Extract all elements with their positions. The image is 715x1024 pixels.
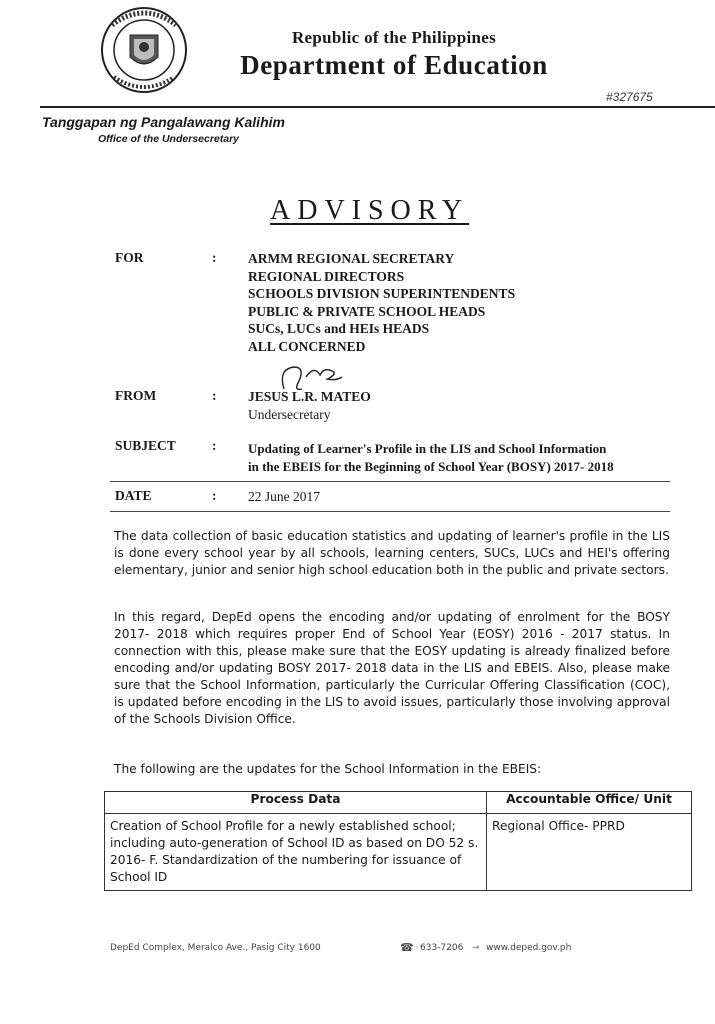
from-block xyxy=(248,388,371,423)
subject-label: SUBJECT xyxy=(115,438,176,453)
date-value: 22 June 2017 xyxy=(248,489,320,504)
subject-text xyxy=(248,440,614,475)
subject-line: Updating of Learner's Profile in the LIS and School Information xyxy=(248,441,607,456)
subject-line: in the EBEIS for the Beginning of School Year (BOSY) 2017- 2018 xyxy=(248,458,614,474)
recipient-item: ARMM REGIONAL SECRETARY xyxy=(248,251,455,266)
recipient-item: PUBLIC & PRIVATE SCHOOL HEADS xyxy=(248,303,486,319)
from-title: Undersecretary xyxy=(248,406,331,422)
recipient-item: ALL CONCERNED xyxy=(248,338,366,354)
table-row xyxy=(105,814,692,891)
date-label: DATE xyxy=(115,488,152,503)
footer-phone: 633-7206 xyxy=(420,943,464,953)
phone-icon: ☎ xyxy=(400,941,414,954)
column-header-office: Accountable Office/ Unit xyxy=(487,792,692,814)
office-cell: Regional Office- PPRD xyxy=(487,814,692,891)
from-label: FROM xyxy=(115,388,157,403)
table-header-row xyxy=(105,792,692,814)
header-divider xyxy=(40,106,715,108)
for-label: FOR xyxy=(115,250,144,265)
process-table xyxy=(104,791,692,891)
body-paragraph-3: The following are the updates for the School Information in the EBEIS: xyxy=(114,762,542,776)
footer-address: DepEd Complex, Meralco Ave., Pasig City 1600 xyxy=(110,943,321,953)
process-cell: Creation of School Profile for a newly established school; including auto-generation of School ID as based on DO 52 s. 2016- F. Standardization of the numbering for issuance of School ID xyxy=(105,814,487,891)
subject-divider xyxy=(110,481,670,482)
body-paragraph-1: The data collection of basic education statistics and updating of learner's profile in the LIS is done every school year by all schools, learning centers, SUCs, LUCs and HEI's offering elementary, junior and senior high school education both in the public and private sectors. xyxy=(114,529,670,577)
web-icon: ⇾ xyxy=(472,943,480,953)
department-heading: Department of Education xyxy=(240,50,548,80)
from-colon: : xyxy=(212,388,217,403)
date-colon: : xyxy=(212,488,217,503)
date-divider xyxy=(110,511,670,512)
recipient-item: SCHOOLS DIVISION SUPERINTENDENTS xyxy=(248,286,516,301)
recipient-item: SUCs, LUCs and HEIs HEADS xyxy=(248,321,430,336)
page-title: ADVISORY xyxy=(270,195,470,226)
deped-seal-logo xyxy=(90,5,198,95)
subject-colon: : xyxy=(212,438,217,453)
for-colon: : xyxy=(212,250,217,265)
republic-heading: Republic of the Philippines xyxy=(291,28,497,47)
recipient-list xyxy=(248,250,515,355)
office-filipino: Tanggapan ng Pangalawang Kalihim xyxy=(42,114,285,130)
column-header-process: Process Data xyxy=(105,792,487,814)
recipient-item: REGIONAL DIRECTORS xyxy=(248,268,405,284)
letterhead xyxy=(234,28,554,81)
body-paragraph-2: In this regard, DepEd opens the encoding and/or updating of enrolment for the BOSY 2017- 2018 which requires proper End of School Year (EOSY) 2016 - 2017 status. In connection with this, please make sure that the EOSY updating is already finalized before encoding and/or updating BOSY 2017- 2018 data in the LIS and EBEIS. Also, please make sure that the School Information, particularly the Curricular Offering Classification (COC), is updated before encoding in the LIS to avoid issues, particularly those involving approval of the Schools Division Office. xyxy=(114,610,670,726)
office-english: Office of the Undersecretary xyxy=(98,133,240,145)
document-number: #327675 xyxy=(606,90,653,104)
footer-website: www.deped.gov.ph xyxy=(486,943,572,953)
from-name: JESUS L.R. MATEO xyxy=(248,389,371,404)
